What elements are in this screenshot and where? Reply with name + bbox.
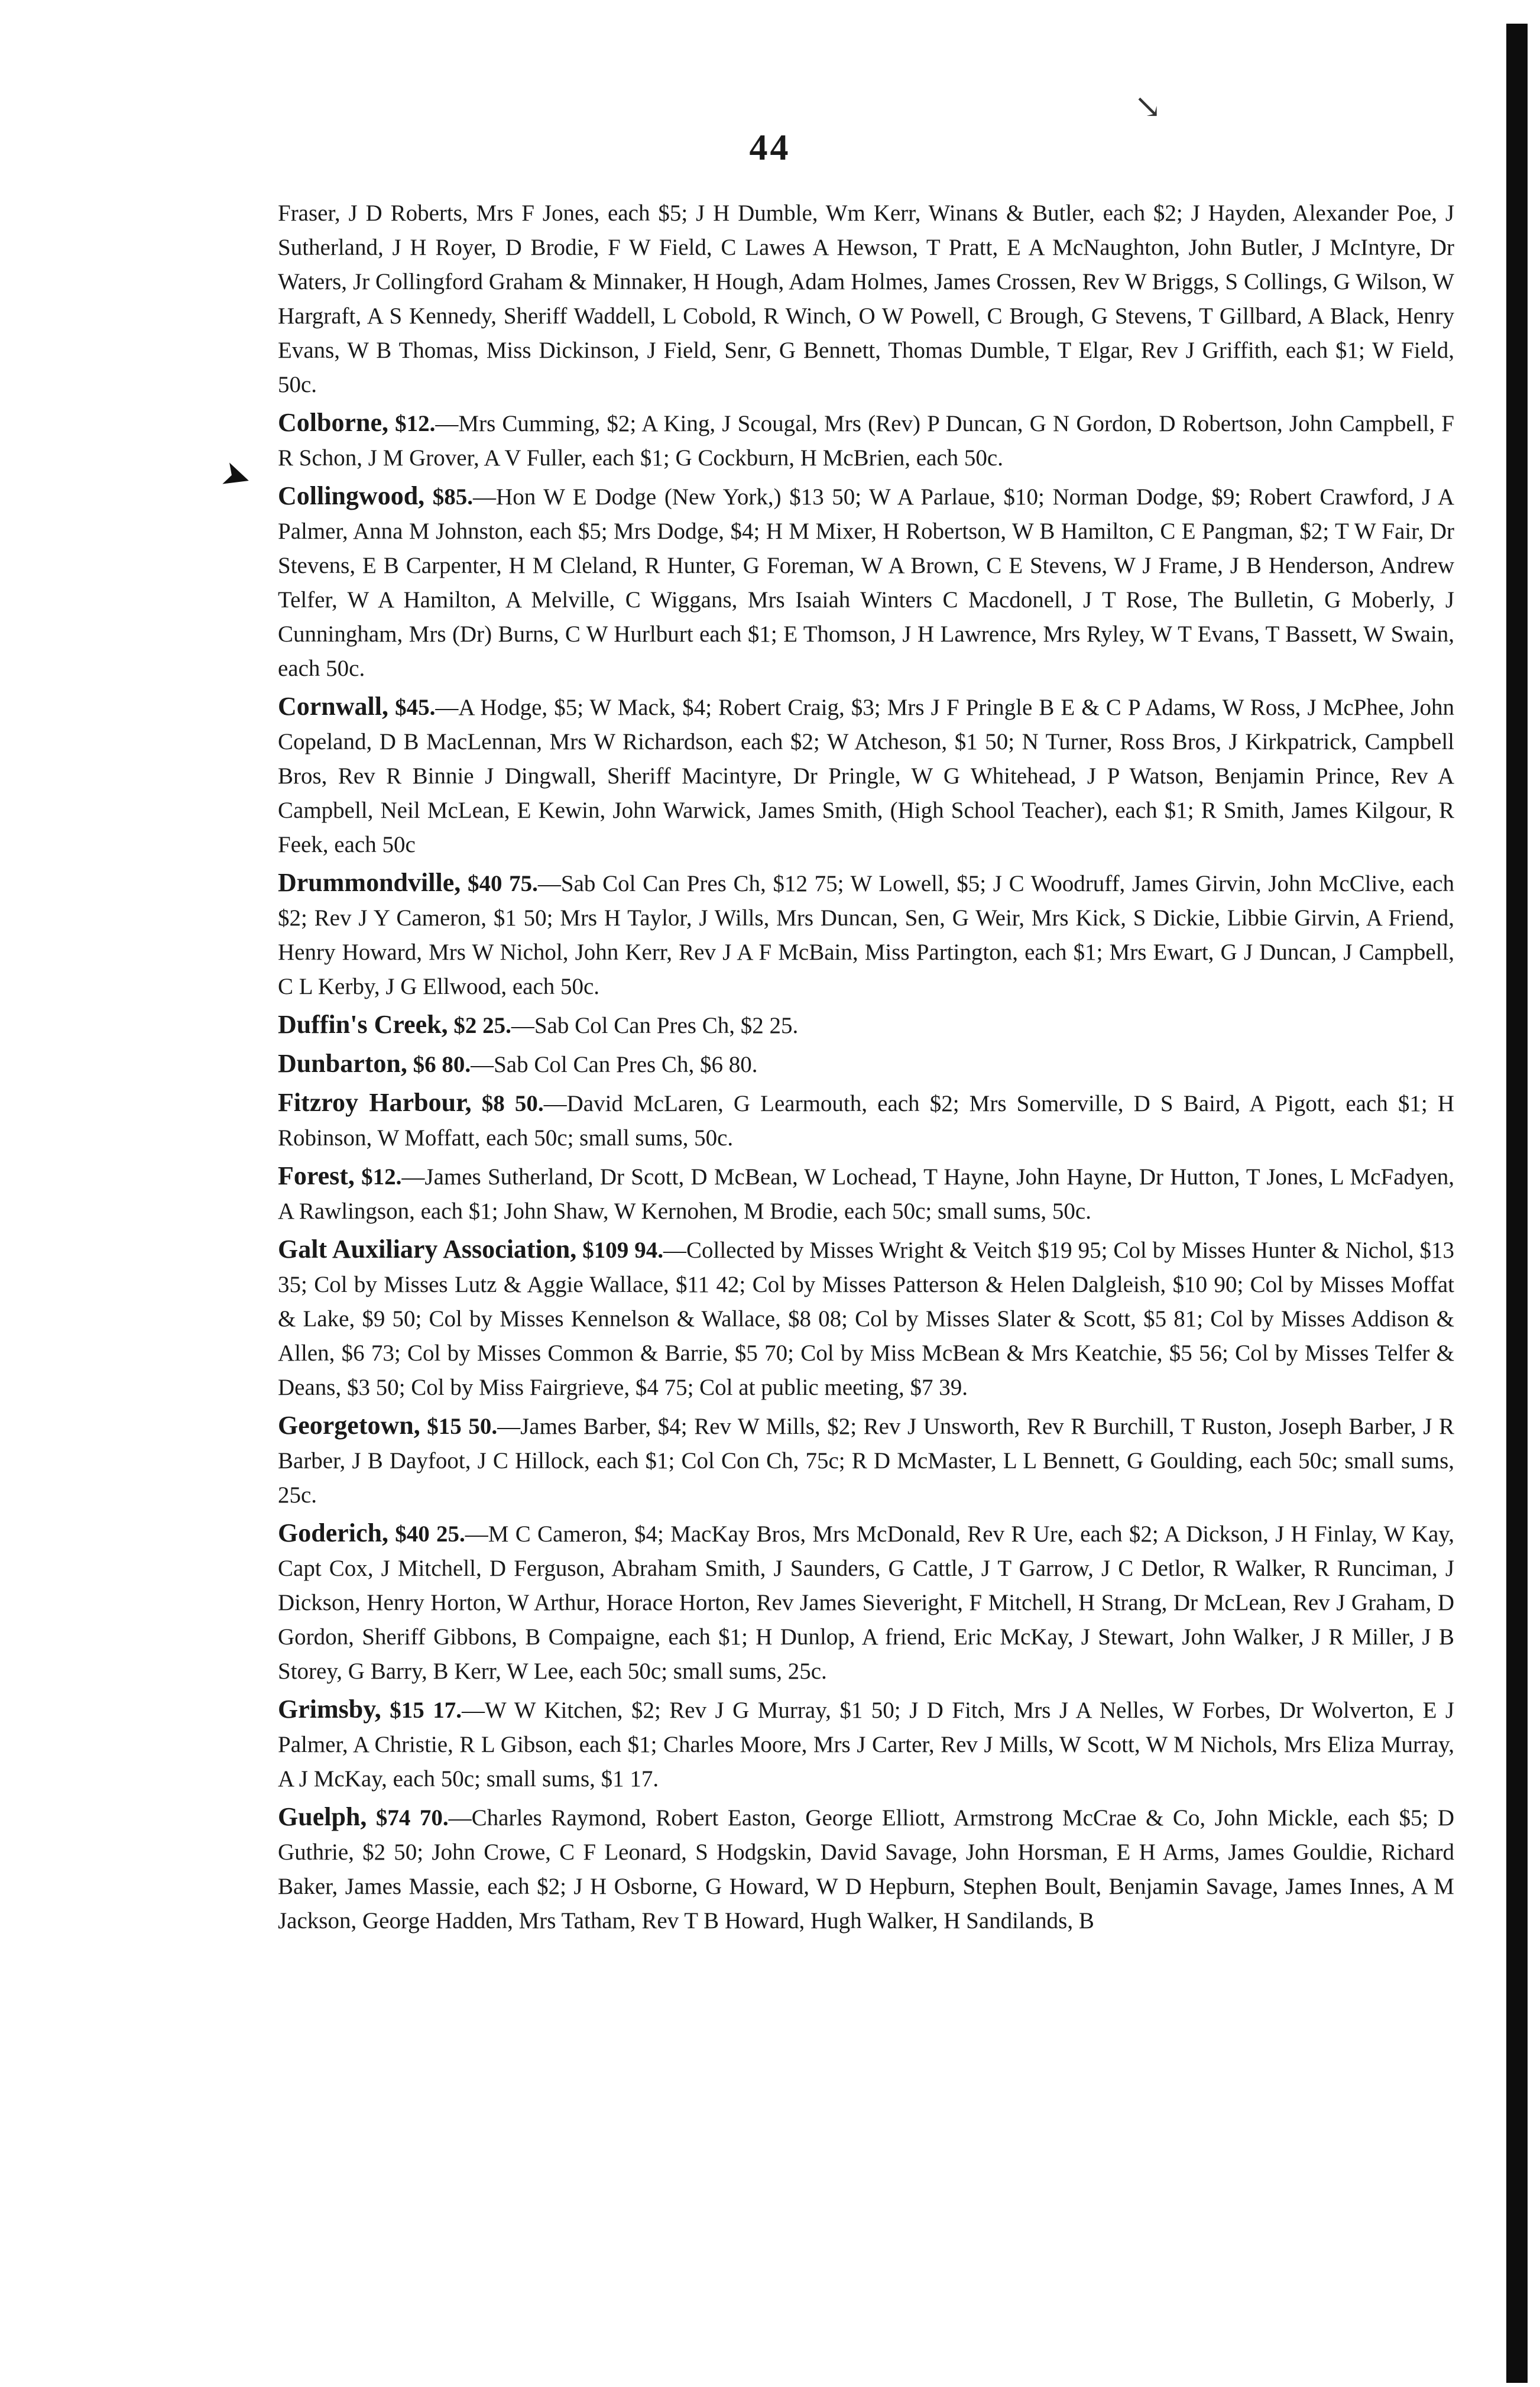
entry-amount: $109 94. xyxy=(582,1238,663,1263)
entry-amount: $40 75. xyxy=(467,871,538,896)
entry-text: —Collected by Misses Wright & Veitch $19 95; Col by Misses Hunter & Nichol, $13 35; Col by Misses Lutz & Aggie Wallace, $11 42; Col by Misses Patterson & Helen Dalgleish, $10 90; Col by Misses Moffat & Lake, $9 50; Col by Misses Kennelson & Wallace, $8 08; Col by Misses Slater & Scott, $5 81; Col by Misses Addison & Allen, $6 73; Col by Misses Common & Barrie, $5 70; Col by Miss McBean & Mrs Keatchie, $5 56; Col by Misses Telfer & Deans, $3 50; Col by Miss Fairgrieve, $4 75; Col at public meeting, $7 39. xyxy=(278,1238,1455,1400)
entry-amount: $15 17. xyxy=(390,1698,462,1723)
entry-place: Cornwall, xyxy=(278,692,388,721)
entry-text: —M C Cameron, $4; MacKay Bros, Mrs McDonald, Rev R Ure, each $2; A Dickson, J H Finlay, W Kay, Capt Cox, J Mitchell, D Ferguson, Abraham Smith, J Saunders, G Cattle, J T Garrow, J C Detlor, R Walker, R Runciman, J Dickson, Henry Horton, W Arthur, Horace Horton, Rev James Sieveright, F Mitchell, H Strang, Dr McLean, Rev J Graham, D Gordon, Sheriff Gibbons, B Compaigne, each $1; H Dunlop, A friend, Eric McKay, J Stewart, John Walker, J R Miller, J B Storey, G Barry, B Kerr, W Lee, each 50c; small sums, 25c. xyxy=(278,1521,1455,1684)
entry-text: —David McLaren, G Learmouth, each $2; Mrs Somerville, D S Baird, A Pigott, each $1; H Robinson, W Moffatt, each 50c; small sums, 50c. xyxy=(278,1091,1455,1151)
entry-amount: $85. xyxy=(432,484,474,510)
list-entry xyxy=(278,689,1454,862)
entry-place: Georgetown, xyxy=(278,1411,420,1440)
entry-text: —James Sutherland, Dr Scott, D McBean, W Lochead, T Hayne, John Hayne, Dr Hutton, T Jones, L McFadyen, A Rawlingson, each $1; John Shaw, W Kernohen, M Brodie, each 50c; small sums, 50c. xyxy=(278,1164,1454,1224)
entry-place: Grimsby, xyxy=(278,1695,381,1724)
entry-amount: $8 50. xyxy=(481,1091,544,1116)
entry-text: —Sab Col Can Pres Ch, $2 25. xyxy=(511,1013,799,1038)
list-entry xyxy=(278,406,1454,475)
page-number: 44 xyxy=(749,128,791,168)
list-entry xyxy=(278,1692,1454,1796)
entry-place: Galt Auxiliary Association, xyxy=(278,1235,577,1264)
entry-amount: $45. xyxy=(395,695,436,720)
list-entry xyxy=(278,1232,1454,1405)
entry-text: —W W Kitchen, $2; Rev J G Murray, $1 50; J D Fitch, Mrs J A Nelles, W Forbes, Dr Wolverton, E J Palmer, A Christie, R L Gibson, each $1; Charles Moore, Mrs J Carter, Rev J Mills, W Scott, W M Nichols, Mrs Eliza Murray, A J McKay, each 50c; small sums, $1 17. xyxy=(278,1698,1455,1792)
list-entry xyxy=(278,479,1454,686)
entry-place: Goderich, xyxy=(278,1518,388,1547)
entry-text: —Hon W E Dodge (New York,) $13 50; W A Parlaue, $10; Norman Dodge, $9; Robert Crawford, J A Palmer, Anna M Johnston, each $5; Mrs Dodge, $4; H M Mixer, H Robertson, W B Hamilton, C E Pangman, $2; T W Fair, Dr Stevens, E B Carpenter, H M Cleland, R Hunter, G Foreman, W A Brown, C E Stevens, W J Frame, J B Henderson, Andrew Telfer, W A Hamilton, A Melville, C Wiggans, Mrs Isaiah Winters C Macdonell, J T Rose, The Bulletin, G Moberly, J Cunningham, Mrs (Dr) Burns, C W Hurlburt each $1; E Thomson, J H Lawrence, Mrs Ryley, W T Evans, T Bassett, W Swain, each 50c. xyxy=(278,484,1455,681)
entry-amount: $15 50. xyxy=(427,1414,498,1439)
entry-place: Dunbarton, xyxy=(278,1049,407,1078)
entry-place: Duffin's Creek, xyxy=(278,1010,448,1039)
entry-place: Guelph, xyxy=(278,1802,367,1831)
entry-text: —Sab Col Can Pres Ch, $12 75; W Lowell, $5; J C Woodruff, James Girvin, John McClive, each $2; Rev J Y Cameron, $1 50; Mrs H Taylor, J Wills, Mrs Duncan, Sen, G Weir, Mrs Kick, S Dickie, Libbie Girvin, A Friend, Henry Howard, Mrs W Nichol, John Kerr, Rev J A F McBain, Miss Partington, each $1; Mrs Ewart, G J Duncan, J Campbell, C L Kerby, J G Ellwood, each 50c. xyxy=(278,871,1455,999)
entry-text: —Sab Col Can Pres Ch, $6 80. xyxy=(471,1052,758,1077)
entry-amount: $40 25. xyxy=(395,1521,465,1547)
entry-text: —Mrs Cumming, $2; A King, J Scougal, Mrs (Rev) P Duncan, G N Gordon, D Robertson, John Campbell, F R Schon, J M Grover, A V Fuller, each $1; G Cockburn, H McBrien, each 50c. xyxy=(278,411,1454,471)
entry-text: —A Hodge, $5; W Mack, $4; Robert Craig, $3; Mrs J F Pringle B E & C P Adams, W Ross, J McPhee, John Copeland, D B MacLennan, Mrs W Richardson, each $2; W Atcheson, $1 50; N Turner, Ross Bros, J Kirkpatrick, Campbell Bros, Rev R Binnie J Dingwall, Sheriff Macintyre, Dr Pringle, W G Whitehead, J P Watson, Benjamin Prince, Rev A Campbell, Neil McLean, E Kewin, John Warwick, James Smith, (High School Teacher), each $1; R Smith, James Kilgour, R Feek, each 50c xyxy=(278,695,1454,857)
entry-place: Fitzroy Harbour, xyxy=(278,1088,472,1117)
entry-text: Fraser, J D Roberts, Mrs F Jones, each $5; J H Dumble, Wm Kerr, Winans & Butler, each $2; J Hayden, Alexander Poe, J Sutherland, J H Royer, D Brodie, F W Field, C Lawes A Hewson, T Pratt, E A McNaughton, John Butler, J McIntyre, Dr Waters, Jr Collingford Graham & Minnaker, H Hough, Adam Holmes, James Crossen, Rev W Briggs, S Collings, G Wilson, W Hargraft, A S Kennedy, Sheriff Waddell, L Cobold, R Winch, O W Powell, C Brough, G Stevens, T Gillbard, A Black, Henry Evans, W B Thomas, Miss Dickinson, J Field, Senr, G Bennett, Thomas Dumble, T Elgar, Rev J Griffith, each $1; W Field, 50c. xyxy=(278,200,1454,397)
entry-place: Colborne, xyxy=(278,408,388,437)
entry-amount: $2 25. xyxy=(453,1013,511,1038)
entry-amount: $6 80. xyxy=(413,1052,471,1077)
list-entry xyxy=(278,1159,1454,1229)
pointer-mark-icon: ➤ xyxy=(216,452,257,500)
list-entry xyxy=(278,1800,1454,1938)
entry-amount: $12. xyxy=(361,1164,402,1190)
entry-amount: $74 70. xyxy=(375,1805,449,1831)
list-entry xyxy=(278,1516,1454,1689)
entry-place: Forest, xyxy=(278,1161,355,1190)
entry-text: —Charles Raymond, Robert Easton, George Elliott, Armstrong McCrae & Co, John Mickle, each $5; D Guthrie, $2 50; John Crowe, C F Leonard, S Hodgskin, David Savage, John Horsman, E H Arms, James Gouldie, Richard Baker, James Massie, each $2; J H Osborne, G Howard, W D Hepburn, Stephen Boult, Benjamin Savage, James Innes, A M Jackson, George Hadden, Mrs Tatham, Rev T B Howard, Hugh Walker, H Sandilands, B xyxy=(278,1805,1455,1933)
list-entry xyxy=(278,1408,1454,1512)
list-entry xyxy=(278,1047,1454,1082)
entry-place: Drummondville, xyxy=(278,868,461,897)
stray-mark-icon: ↘ xyxy=(1134,89,1162,125)
entry-amount: $12. xyxy=(395,411,436,436)
entry-text: —James Barber, $4; Rev W Mills, $2; Rev J Unsworth, Rev R Burchill, T Ruston, Joseph Barber, J R Barber, J B Dayfoot, J C Hillock, each $1; Col Con Ch, 75c; R D McMaster, L L Bennett, G Goulding, each 50c; small sums, 25c. xyxy=(278,1414,1455,1508)
page-edge-shadow xyxy=(1506,24,1528,2383)
list-entry xyxy=(278,1008,1454,1043)
list-entry xyxy=(278,195,1454,402)
list-entry xyxy=(278,866,1454,1004)
entry-place: Collingwood, xyxy=(278,481,425,510)
list-entry xyxy=(278,1086,1454,1155)
subscription-list xyxy=(278,195,1454,1942)
